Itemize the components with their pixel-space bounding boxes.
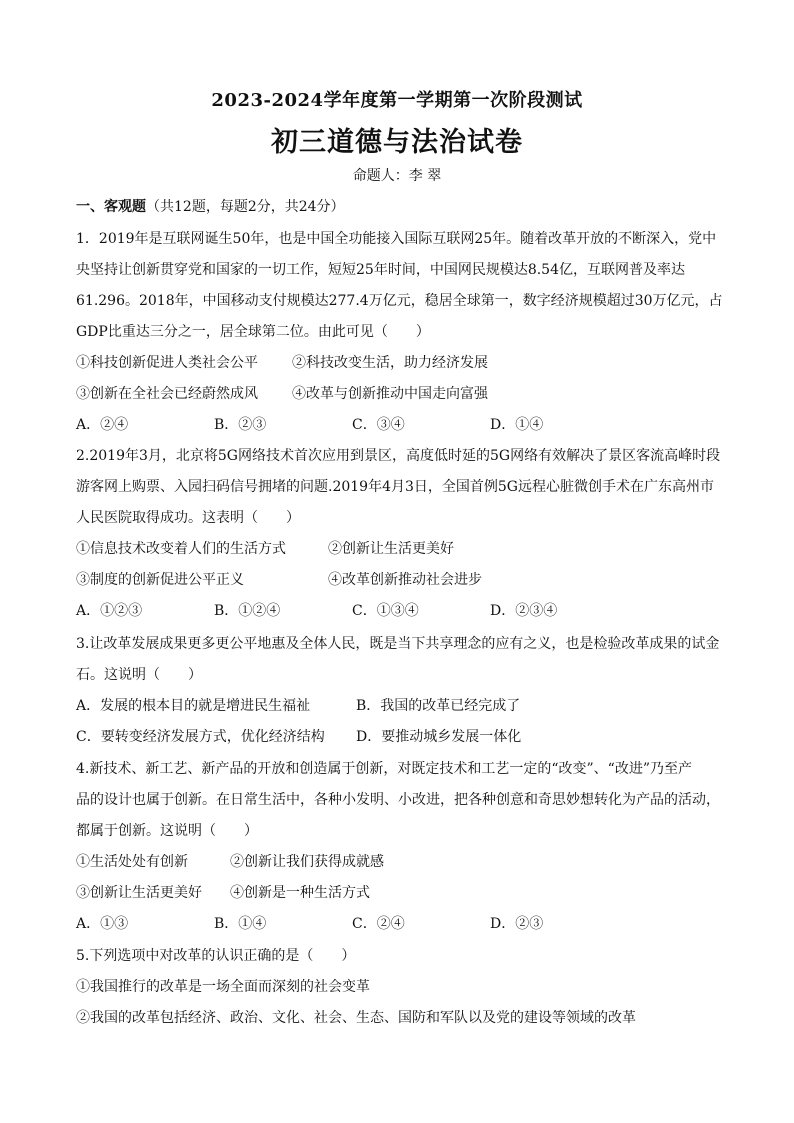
q1-text-line-2: 央坚持让创新贯穿党和国家的一切工作，短短25年时间，中国网民规模达8.54亿，互联网普及率达 (76, 262, 685, 278)
q1-option-b: B．②③ (214, 417, 267, 433)
section-heading (76, 197, 345, 217)
q1-option-a: A．②④ (76, 417, 129, 433)
q2-option-a: A．①②③ (76, 603, 143, 619)
q3-text-line-1: 3.让改革发展成果更多更公平地惠及全体人民，既是当下共享理念的应有之义，也是检验改革成果的试金 (76, 636, 720, 652)
q3-option-d: D．要推动城乡发展一体化 (356, 729, 522, 745)
q1-statement-1: ①科技创新促进人类社会公平 (76, 355, 258, 371)
section-title: 一、客观题 (76, 199, 146, 215)
q4-option-c: C．②④ (352, 916, 405, 932)
q4-statement-1: ①生活处处有创新 (76, 854, 188, 870)
q2-option-d: D．②③④ (490, 603, 558, 619)
q2-text-line-2: 游客网上购票、入园扫码信号拥堵的问题.2019年4月3日，全国首例5G远程心脏微创手术在广东高州市 (76, 479, 714, 495)
q4-text-line-1: 4.新技术、新工艺、新产品的开放和创造属于创新，对既定技术和工艺一定的“改变”、“改进”乃至产 (76, 761, 692, 777)
q4-text-line-3: 都属于创新。这说明（ ） (76, 823, 258, 839)
q2-statement-2: ②创新让生活更美好 (328, 541, 454, 557)
q2-text-line-1: 2.2019年3月，北京将5G网络技术首次应用到景区，高度低时延的5G网络有效解决了景区客流高峰时段 (76, 448, 721, 464)
q3-option-a: A．发展的根本目的就是增进民生福祉 (76, 698, 311, 714)
q2-option-c: C．①③④ (352, 603, 419, 619)
section-note: （共12题，每题2分，共24分） (146, 199, 345, 215)
q1-option-c: C．③④ (352, 417, 405, 433)
exam-title: 2023-2024学年度第一学期第一次阶段测试 (211, 90, 583, 111)
q3-option-c: C．要转变经济发展方式，优化经济结构 (76, 729, 325, 745)
q4-option-d: D．②③ (490, 916, 544, 932)
q1-statement-2: ②科技改变生活，助力经济发展 (292, 355, 488, 371)
author-line: 命题人：李 翠 (352, 168, 442, 184)
q3-option-b: B．我国的改革已经完成了 (356, 698, 521, 714)
q5-statement-1: ①我国推行的改革是一场全面而深刻的社会变革 (76, 979, 370, 995)
q2-text-line-3: 人民医院取得成功。这表明（ ） (76, 510, 300, 526)
q4-text-line-2: 品的设计也属于创新。在日常生活中，各种小发明、小改进，把各种创意和奇思妙想转化为产品的活动， (76, 792, 720, 808)
q5-text-line-1: 5.下列选项中对改革的认识正确的是（ ） (76, 948, 356, 964)
q2-option-b: B．①②④ (214, 603, 281, 619)
q1-option-d: D．①④ (490, 417, 544, 433)
q5-statement-2: ②我国的改革包括经济、政治、文化、社会、生态、国防和军队以及党的建设等领域的改革 (76, 1010, 636, 1026)
q4-statement-2: ②创新让我们获得成就感 (230, 854, 384, 870)
q1-statement-3: ③创新在全社会已经蔚然成风 (76, 386, 258, 402)
q2-statement-3: ③制度的创新促进公平正义 (76, 572, 244, 588)
q3-text-line-2: 石。这说明（ ） (76, 667, 202, 683)
q1-text-line-1: 1．2019年是互联网诞生50年，也是中国全功能接入国际互联网25年。随着改革开放的不断深入，党中 (76, 231, 717, 247)
q1-text-line-3: 61.296。2018年，中国移动支付规模达277.4万亿元，稳居全球第一，数字经济规模超过30万亿元，占 (76, 293, 723, 309)
q4-statement-3: ③创新让生活更美好 (76, 885, 202, 901)
q4-statement-4: ④创新是一种生活方式 (230, 885, 370, 901)
exam-subtitle: 初三道德与法治试卷 (271, 127, 523, 158)
q1-statement-4: ④改革与创新推动中国走向富强 (292, 386, 488, 402)
q2-statement-1: ①信息技术改变着人们的生活方式 (76, 541, 286, 557)
q4-option-b: B．①④ (214, 916, 267, 932)
q2-statement-4: ④改革创新推动社会进步 (328, 572, 482, 588)
q1-text-line-4: GDP比重达三分之一，居全球第二位。由此可见（ ） (76, 324, 430, 340)
q4-option-a: A．①③ (76, 916, 129, 932)
